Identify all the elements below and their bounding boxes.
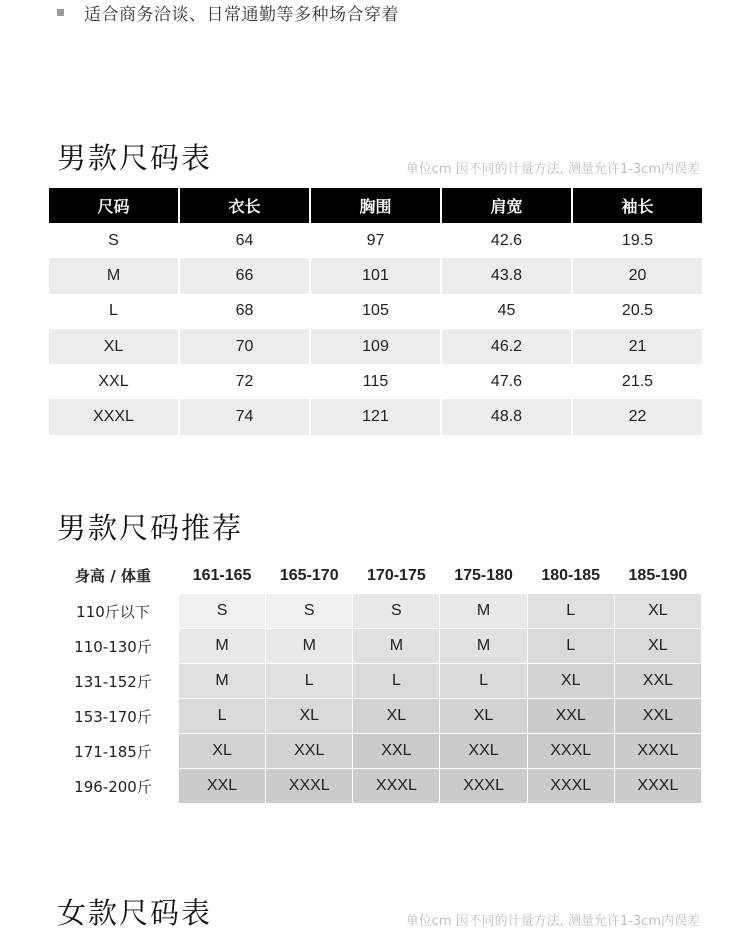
recommend-height-header: 161-165 — [179, 558, 265, 593]
table-cell: 21 — [573, 329, 702, 364]
table-cell: 20 — [573, 258, 702, 293]
recommend-size-cell: XXXL — [528, 769, 614, 803]
recommend-size-cell: XXXL — [266, 769, 352, 803]
table-cell: S — [108, 231, 119, 249]
feature-bullet — [57, 0, 399, 24]
table-cell: 66 — [180, 258, 309, 293]
mens-recommend-table — [47, 557, 702, 804]
recommend-size-cell: XL — [615, 629, 701, 663]
recommend-size-cell: M — [179, 629, 265, 663]
table-row — [48, 699, 701, 733]
recommend-weight-label: 171-185斤 — [48, 734, 178, 768]
recommend-weight-label: 110斤以下 — [48, 594, 178, 628]
recommend-corner-label: 身高 / 体重 — [48, 558, 178, 593]
bullet-square-icon — [57, 9, 64, 16]
table-cell: XL — [49, 329, 178, 364]
table-row — [48, 594, 701, 628]
recommend-size-cell: M — [440, 629, 526, 663]
table-cell: 43.8 — [442, 258, 571, 293]
recommend-weight-label: 131-152斤 — [48, 664, 178, 698]
feature-bullet-text: 适合商务洽谈、日常通勤等多种场合穿着 — [84, 4, 399, 25]
recommend-weight-label: 153-170斤 — [48, 699, 178, 733]
table-cell: 46.2 — [442, 329, 571, 364]
recommend-size-cell: XXXL — [353, 769, 439, 803]
recommend-height-header: 180-185 — [528, 558, 614, 593]
recommend-size-cell: S — [266, 594, 352, 628]
table-row — [48, 769, 701, 803]
table-cell: 70 — [180, 329, 309, 364]
recommend-size-cell: L — [528, 629, 614, 663]
recommend-size-cell: L — [528, 594, 614, 628]
recommend-height-header: 175-180 — [440, 558, 526, 593]
recommend-size-cell: XXL — [615, 699, 701, 733]
table-cell: M — [49, 258, 178, 293]
recommend-size-cell: XXL — [615, 664, 701, 698]
size-table-header: 肩宽 — [442, 188, 571, 223]
recommend-size-cell: XXL — [266, 734, 352, 768]
table-row — [49, 364, 702, 399]
recommend-size-cell: XXXL — [615, 769, 701, 803]
mens-size-chart-note: 单位cm 因不同的计量方法, 测量允许1-3cm内误差 — [405, 162, 700, 177]
recommend-height-header: 170-175 — [353, 558, 439, 593]
recommend-size-cell: L — [440, 664, 526, 698]
recommend-height-header: 165-170 — [266, 558, 352, 593]
recommend-size-cell: XL — [266, 699, 352, 733]
table-cell: 47.6 — [490, 372, 523, 390]
table-cell: 68 — [235, 302, 254, 320]
recommend-size-cell: XXL — [179, 769, 265, 803]
table-row — [49, 399, 702, 434]
table-row — [48, 664, 701, 698]
table-cell: 74 — [180, 399, 309, 434]
recommend-size-cell: XXXL — [440, 769, 526, 803]
recommend-size-cell: XL — [440, 699, 526, 733]
recommend-size-cell: S — [353, 594, 439, 628]
table-cell: 115 — [362, 372, 389, 390]
table-row — [48, 734, 701, 768]
table-cell: 45 — [497, 302, 516, 320]
mens-recommend-title: 男款尺码推荐 — [57, 511, 244, 545]
recommend-size-cell: M — [353, 629, 439, 663]
recommend-size-cell: XL — [179, 734, 265, 768]
table-cell: 20.5 — [621, 302, 654, 320]
table-row — [49, 223, 702, 258]
recommend-size-cell: XL — [353, 699, 439, 733]
table-cell: XXL — [98, 372, 129, 390]
table-cell: 101 — [311, 258, 440, 293]
recommend-size-cell: L — [353, 664, 439, 698]
recommend-weight-label: 110-130斤 — [48, 629, 178, 663]
recommend-size-cell: L — [266, 664, 352, 698]
table-cell: 109 — [311, 329, 440, 364]
womens-size-chart-note: 单位cm 因不同的计量方法, 测量允许1-3cm内误差 — [405, 914, 700, 929]
table-cell: 97 — [366, 231, 385, 249]
table-cell: L — [109, 302, 118, 320]
size-table-header: 胸围 — [311, 188, 440, 223]
size-table-header: 袖长 — [573, 188, 702, 223]
table-row — [48, 629, 701, 663]
recommend-size-cell: L — [179, 699, 265, 733]
recommend-height-header: 185-190 — [615, 558, 701, 593]
size-table-header: 尺码 — [49, 188, 178, 223]
table-cell: 19.5 — [621, 231, 654, 249]
recommend-size-cell: XL — [615, 594, 701, 628]
table-cell: 64 — [235, 231, 254, 249]
table-cell: 22 — [573, 399, 702, 434]
recommend-weight-label: 196-200斤 — [48, 769, 178, 803]
size-table-header: 衣长 — [180, 188, 309, 223]
recommend-size-cell: XXL — [528, 699, 614, 733]
recommend-size-cell: XXXL — [528, 734, 614, 768]
table-row — [49, 329, 702, 364]
table-cell: 121 — [311, 399, 440, 434]
table-cell: XXXL — [49, 399, 178, 434]
table-cell: 105 — [362, 302, 389, 320]
table-cell: 42.6 — [490, 231, 523, 249]
recommend-size-cell: M — [440, 594, 526, 628]
mens-size-table — [47, 188, 704, 435]
mens-recommend-table-wrap — [47, 557, 702, 804]
recommend-size-cell: S — [179, 594, 265, 628]
recommend-size-cell: XXL — [353, 734, 439, 768]
table-cell: 72 — [235, 372, 254, 390]
recommend-size-cell: M — [266, 629, 352, 663]
table-cell: 21.5 — [621, 372, 654, 390]
recommend-size-cell: XXL — [440, 734, 526, 768]
recommend-size-cell: XXXL — [615, 734, 701, 768]
table-row — [49, 258, 702, 293]
womens-size-chart-title: 女款尺码表 — [57, 896, 213, 930]
mens-size-chart-title: 男款尺码表 — [57, 141, 213, 175]
recommend-size-cell: M — [179, 664, 265, 698]
table-cell: 48.8 — [442, 399, 571, 434]
recommend-size-cell: XL — [528, 664, 614, 698]
table-row — [49, 294, 702, 329]
